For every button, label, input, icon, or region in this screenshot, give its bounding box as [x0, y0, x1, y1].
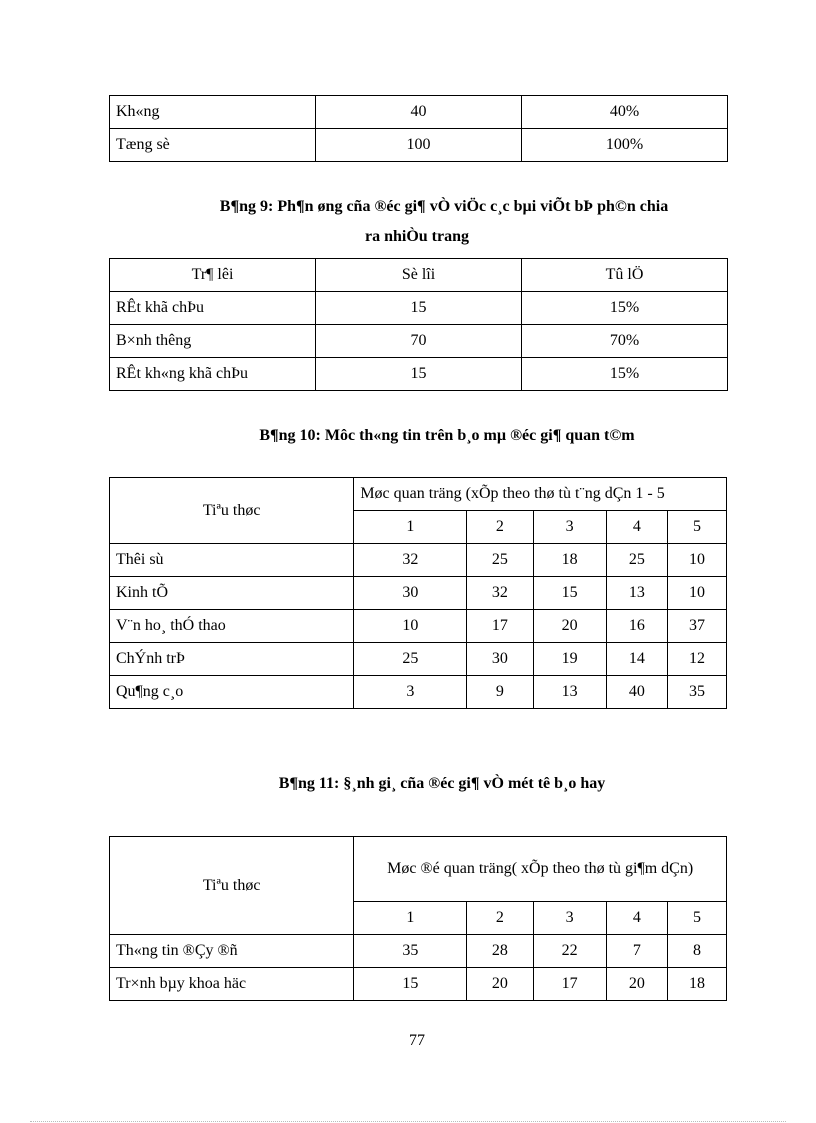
row-label: Qu¶ng c¸o — [110, 676, 354, 709]
table-cell: 32 — [354, 544, 467, 577]
importance-group-header: Møc quan träng (xÕp theo thø tù t¨ng dÇn 1 - 5 — [354, 478, 727, 511]
table10 — [109, 477, 727, 709]
table-cell: 16 — [606, 610, 667, 643]
level-header: 4 — [606, 902, 667, 935]
table-cell: 100% — [522, 129, 728, 162]
table9 — [109, 258, 728, 391]
table-row — [110, 129, 728, 162]
table-cell: 20 — [467, 968, 533, 1001]
table9-caption-line2: ra nhiÒu trang — [364, 228, 469, 245]
table-cell: 13 — [533, 676, 606, 709]
table-cell: 22 — [533, 935, 606, 968]
table-cell: RÊt khã chÞu — [110, 292, 316, 325]
table-row — [110, 968, 727, 1001]
table-cell: 10 — [667, 544, 726, 577]
level-header: 4 — [606, 511, 667, 544]
level-header: 3 — [533, 902, 606, 935]
level-header: 2 — [467, 511, 533, 544]
table-cell: 15% — [522, 358, 728, 391]
table11-caption: B¶ng 11: §¸nh gi¸ cña ®éc gi¶ vÒ mét tê b¸o hay — [278, 775, 606, 792]
row-label: Tr×nh bµy khoa häc — [110, 968, 354, 1001]
table-header-cell: Tr¶ lêi — [110, 259, 316, 292]
table-cell: 7 — [606, 935, 667, 968]
table-cell: 18 — [533, 544, 606, 577]
level-header: 1 — [354, 511, 467, 544]
row-label: V¨n ho¸ thÓ thao — [110, 610, 354, 643]
table-cell: 25 — [606, 544, 667, 577]
table-cell: 13 — [606, 577, 667, 610]
table-header-row — [110, 478, 727, 511]
table-cell: 3 — [354, 676, 467, 709]
table-row — [110, 577, 727, 610]
table-cell: RÊt kh«ng khã chÞu — [110, 358, 316, 391]
table-cell: 10 — [667, 577, 726, 610]
table-row — [110, 643, 727, 676]
table-header-cell: Sè lîi — [316, 259, 522, 292]
table-header-row — [110, 837, 727, 902]
level-header: 3 — [533, 511, 606, 544]
table-cell: 32 — [467, 577, 533, 610]
table-cell: 15 — [316, 292, 522, 325]
table-cell: 25 — [467, 544, 533, 577]
row-label: Thêi sù — [110, 544, 354, 577]
table-cell: 37 — [667, 610, 726, 643]
table-cell: 35 — [667, 676, 726, 709]
table-cell: 14 — [606, 643, 667, 676]
table-row — [110, 544, 727, 577]
table-row — [110, 676, 727, 709]
table-cell: 28 — [467, 935, 533, 968]
importance-group-header: Møc ®é quan träng( xÕp theo thø tù gi¶m dÇn) — [354, 837, 727, 902]
table-cell: 40% — [522, 96, 728, 129]
table-cell: 30 — [354, 577, 467, 610]
table-cell: 17 — [533, 968, 606, 1001]
table-cell: 15 — [533, 577, 606, 610]
table-cell: Kh«ng — [110, 96, 316, 129]
table-cell: 30 — [467, 643, 533, 676]
criteria-header: Tiªu thøc — [110, 837, 354, 935]
table-cell: 19 — [533, 643, 606, 676]
table-cell: 15 — [354, 968, 467, 1001]
page-number: 77 — [409, 1032, 425, 1049]
table-row — [110, 610, 727, 643]
table-cell: B×nh thêng — [110, 325, 316, 358]
table9-caption-line1: B¶ng 9: Ph¶n øng cña ®éc gi¶ vÒ viÖc c¸c bµi viÕt bÞ ph©n chia — [219, 198, 669, 215]
level-header: 2 — [467, 902, 533, 935]
table-cell: 40 — [606, 676, 667, 709]
table11 — [109, 836, 727, 1001]
table-cell: 18 — [667, 968, 726, 1001]
table-cell: 15% — [522, 292, 728, 325]
table-header-cell: Tû lÖ — [522, 259, 728, 292]
table-cell: 35 — [354, 935, 467, 968]
row-label: Th«ng tin ®Çy ®ñ — [110, 935, 354, 968]
table-cell: 20 — [533, 610, 606, 643]
table-cell: 100 — [316, 129, 522, 162]
table-cell: 9 — [467, 676, 533, 709]
table10-caption: B¶ng 10: Môc th«ng tin trên b¸o mµ ®éc gi¶ quan t©m — [259, 427, 635, 444]
table-row — [110, 935, 727, 968]
table-row — [110, 96, 728, 129]
level-header: 5 — [667, 902, 726, 935]
table-cell: 40 — [316, 96, 522, 129]
table-cell: 10 — [354, 610, 467, 643]
criteria-header: Tiªu thøc — [110, 478, 354, 544]
table-cell: 70% — [522, 325, 728, 358]
table-row — [110, 325, 728, 358]
table-row — [110, 358, 728, 391]
table-cell: 70 — [316, 325, 522, 358]
level-header: 5 — [667, 511, 726, 544]
table-cell: 20 — [606, 968, 667, 1001]
table-cell: 8 — [667, 935, 726, 968]
table-cell: 25 — [354, 643, 467, 676]
page-bottom-divider — [30, 1121, 786, 1122]
table-cell: 17 — [467, 610, 533, 643]
table-row — [110, 292, 728, 325]
table-cell: 12 — [667, 643, 726, 676]
row-label: ChÝnh trÞ — [110, 643, 354, 676]
table-cell: Tæng sè — [110, 129, 316, 162]
row-label: Kinh tÕ — [110, 577, 354, 610]
table-cell: 15 — [316, 358, 522, 391]
table-top-continuation — [109, 95, 728, 162]
table-header-row — [110, 259, 728, 292]
level-header: 1 — [354, 902, 467, 935]
